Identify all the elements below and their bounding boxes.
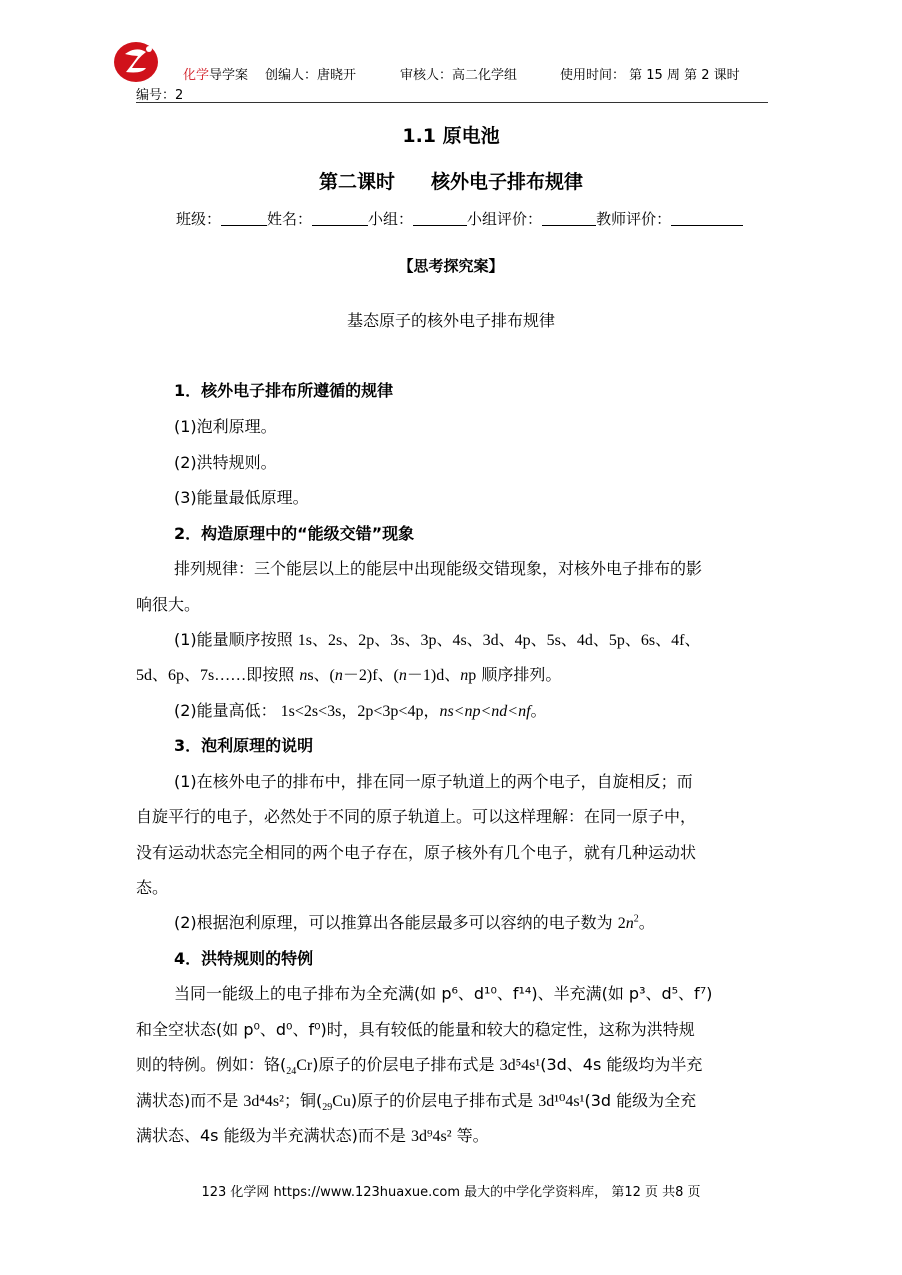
paragraph: 5d、6p、7s……即按照 ns、(n－2)f、(n－1)d、np 顺序排列。 [136, 665, 562, 684]
logo-icon [112, 38, 160, 84]
heading-2: 2．构造原理中的“能级交错”现象 [174, 524, 415, 543]
paragraph: 自旋平行的电子，必然处于不同的原子轨道上。可以这样理解：在同一原子中， [136, 807, 697, 826]
paragraph: 态。 [136, 878, 169, 897]
paragraph: 满状态)而不是 3d⁴4s²；铜$(_{29}Cu)$原子的价层电子排布式是 3d¹⁰4s¹(3d 能级为全充 [136, 1091, 697, 1114]
header-author: 创编人：唐晓开 [265, 68, 357, 83]
class-blank [221, 211, 267, 226]
paragraph: 满状态、4s 能级为半充满状态)而不是 3d⁹4s² 等。 [136, 1126, 489, 1145]
paragraph: 则的特例。例如：铬$(_{24}Cr)$原子的价层电子排布式是 3d⁵4s¹(3d、4s 能级均为半充 [136, 1055, 703, 1078]
paragraph: (2)根据泡利原理，可以推算出各能层最多可以容纳的电子数为 $2n^2$。 [174, 913, 655, 932]
page-subtitle: 第二课时 核外电子排布规律 [318, 171, 584, 193]
paragraph: (1)能量顺序按照 1s、2s、2p、3s、3p、4s、3d、4p、5s、4d、5p、6s、4f、 [174, 630, 701, 649]
paragraph: 排列规律：三个能层以上的能层中出现能级交错现象，对核外电子排布的影 [174, 559, 703, 578]
paragraph: (2)洪特规则。 [174, 453, 277, 472]
teacher-eval-blank [671, 211, 743, 226]
header-reviewer: 审核人：高二化学组 [400, 68, 518, 83]
paragraph: (3)能量最低原理。 [174, 488, 309, 507]
group-eval-blank [542, 211, 596, 226]
group-blank [413, 211, 467, 226]
paragraph: 没有运动状态完全相同的两个电子存在，原子核外有几个电子，就有几种运动状 [136, 843, 697, 862]
heading-4: 4．洪特规则的特例 [174, 949, 314, 968]
paragraph: (1)在核外电子的排布中，排在同一原子轨道上的两个电子，自旋相反；而 [174, 772, 693, 791]
paragraph: (2)能量高低： 1s<2s<3s，2p<3p<4p，ns<np<nd<nf。 [174, 701, 547, 720]
heading-3: 3．泡利原理的说明 [174, 736, 314, 755]
paragraph: (1)泡利原理。 [174, 417, 277, 436]
header-rule [136, 102, 768, 103]
paragraph: 响很大。 [136, 595, 201, 614]
header-brand: 化学导学案 [183, 68, 249, 83]
header-code: 编号：2 [136, 88, 184, 103]
name-blank [312, 211, 368, 226]
page-title: 1.1 原电池 [402, 125, 500, 147]
topic-heading: 基态原子的核外电子排布规律 [346, 311, 555, 330]
paragraph: 当同一能级上的电子排布为全充满(如 p⁶、d¹⁰、f¹⁴)、半充满(如 p³、d⁵、f⁷) [174, 984, 713, 1003]
page-footer: 123 化学网 https://www.123huaxue.com 最大的中学化学资料库， 第12 页 共8 页 [201, 1185, 701, 1200]
header-usage: 使用时间： 第 15 周 第 2 课时 [560, 68, 740, 83]
heading-1: 1．核外电子排布所遵循的规律 [174, 381, 394, 400]
section-title: 【思考探究案】 [398, 257, 504, 275]
paragraph: 和全空状态(如 p⁰、d⁰、f⁰)时，具有较低的能量和较大的稳定性，这称为洪特规 [136, 1020, 695, 1039]
class-info-line: 班级： 姓名： 小组： 小组评价： 教师评价： [176, 208, 743, 229]
